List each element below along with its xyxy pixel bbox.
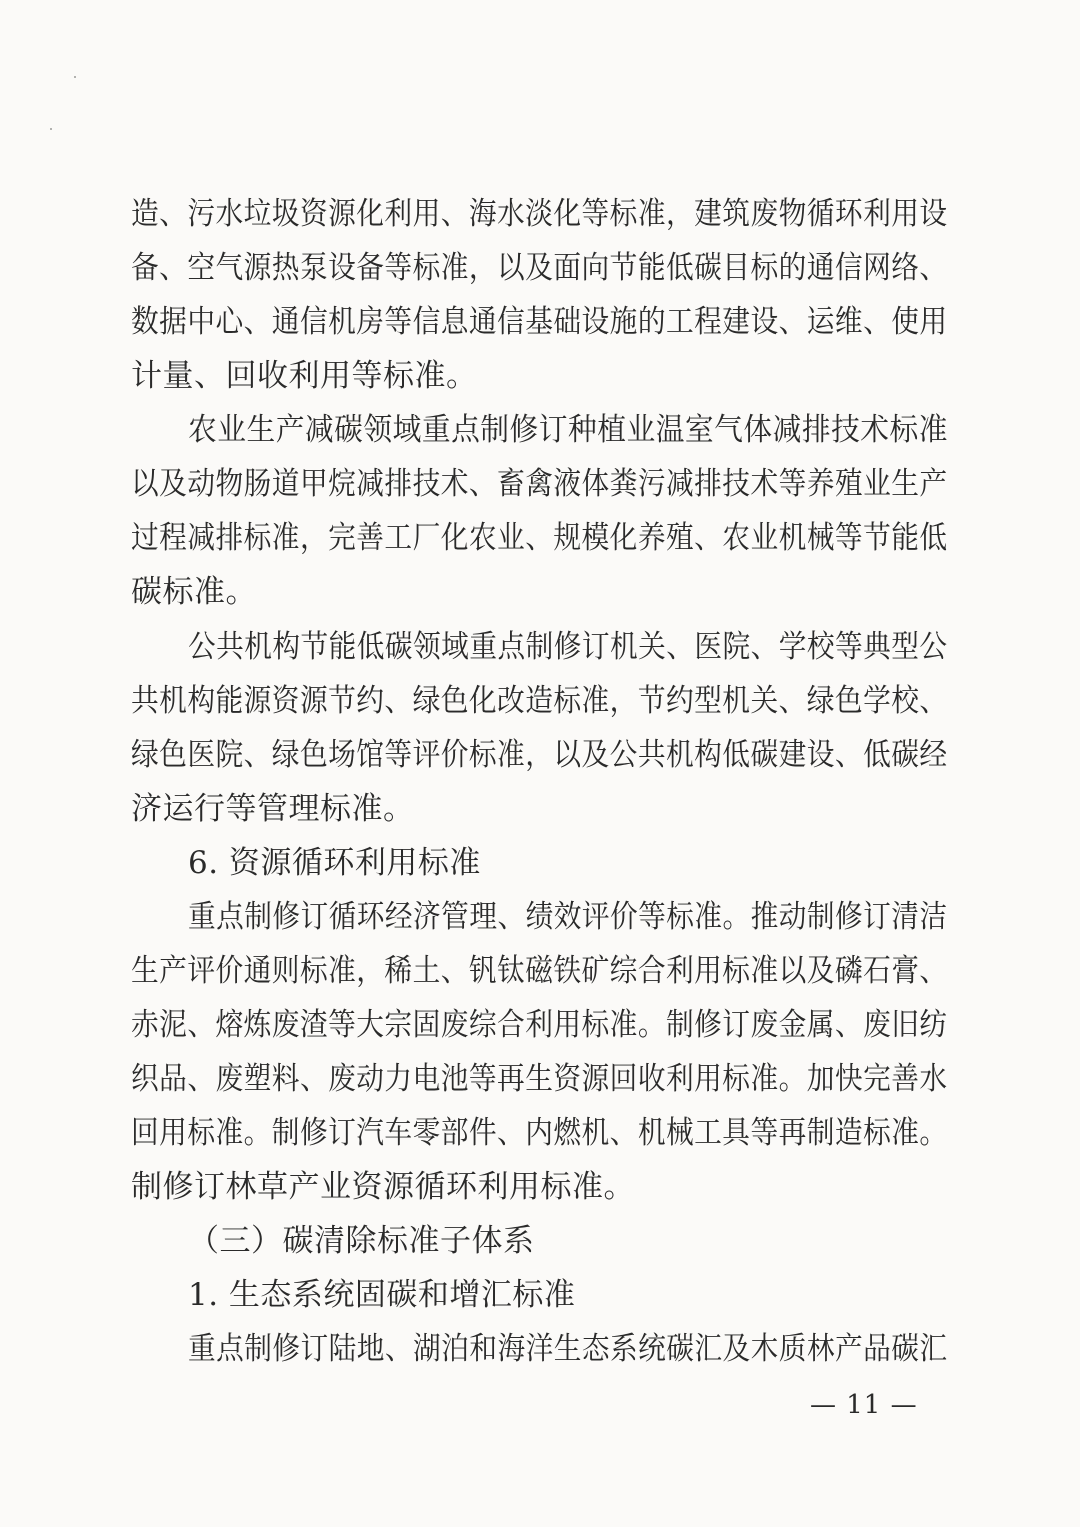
text-line: 济运行等管理标准。 [131,791,415,827]
text-line: 赤泥、熔炼废渣等大宗固废综合利用标准。制修订废金属、废旧纺 [131,1007,948,1043]
scan-speck [50,128,52,130]
text-line: 重点制修订循环经济管理、绩效评价等标准。推动制修订清洁 [188,899,948,935]
text-line: 回用标准。制修订汽车零部件、内燃机、机械工具等再制造标准。 [131,1115,948,1151]
scan-speck [74,76,76,78]
text-line: 公共机构节能低碳领域重点制修订机关、医院、学校等典型公 [188,629,948,665]
text-line: 以及动物肠道甲烷减排技术、畜禽液体粪污减排技术等养殖业生产 [131,466,948,502]
text-line: 绿色医院、绿色场馆等评价标准，以及公共机构低碳建设、低碳经 [131,737,948,773]
section-heading: 1. 生态系统固碳和增汇标准 [188,1277,576,1313]
text-line: 织品、废塑料、废动力电池等再生资源回收利用标准。加快完善水 [131,1061,948,1097]
text-line: 生产评价通则标准，稀土、钒钛磁铁矿综合利用标准以及磷石膏、 [131,953,948,989]
text-line: 造、污水垃圾资源化利用、海水淡化等标准，建筑废物循环利用设 [131,196,948,232]
text-line: 碳标准。 [131,574,257,610]
text-line: 制修订林草产业资源循环利用标准。 [131,1169,635,1205]
text-line: 重点制修订陆地、湖泊和海洋生态系统碳汇及木质林产品碳汇 [188,1331,948,1367]
page-number: — 11 — [810,1390,918,1420]
text-line: 备、空气源热泵设备等标准，以及面向节能低碳目标的通信网络、 [131,250,948,286]
section-heading: 6. 资源循环利用标准 [188,845,481,881]
text-line: 农业生产减碳领域重点制修订种植业温室气体减排技术标准 [188,412,948,448]
text-line: 过程减排标准，完善工厂化农业、规模化养殖、农业机械等节能低 [131,520,948,556]
text-line: 共机构能源资源节约、绿色化改造标准，节约型机关、绿色学校、 [131,683,948,719]
section-heading: （三）碳清除标准子体系 [188,1223,535,1259]
text-line: 计量、回收利用等标准。 [131,358,478,394]
text-line: 数据中心、通信机房等信息通信基础设施的工程建设、运维、使用 [131,304,948,340]
